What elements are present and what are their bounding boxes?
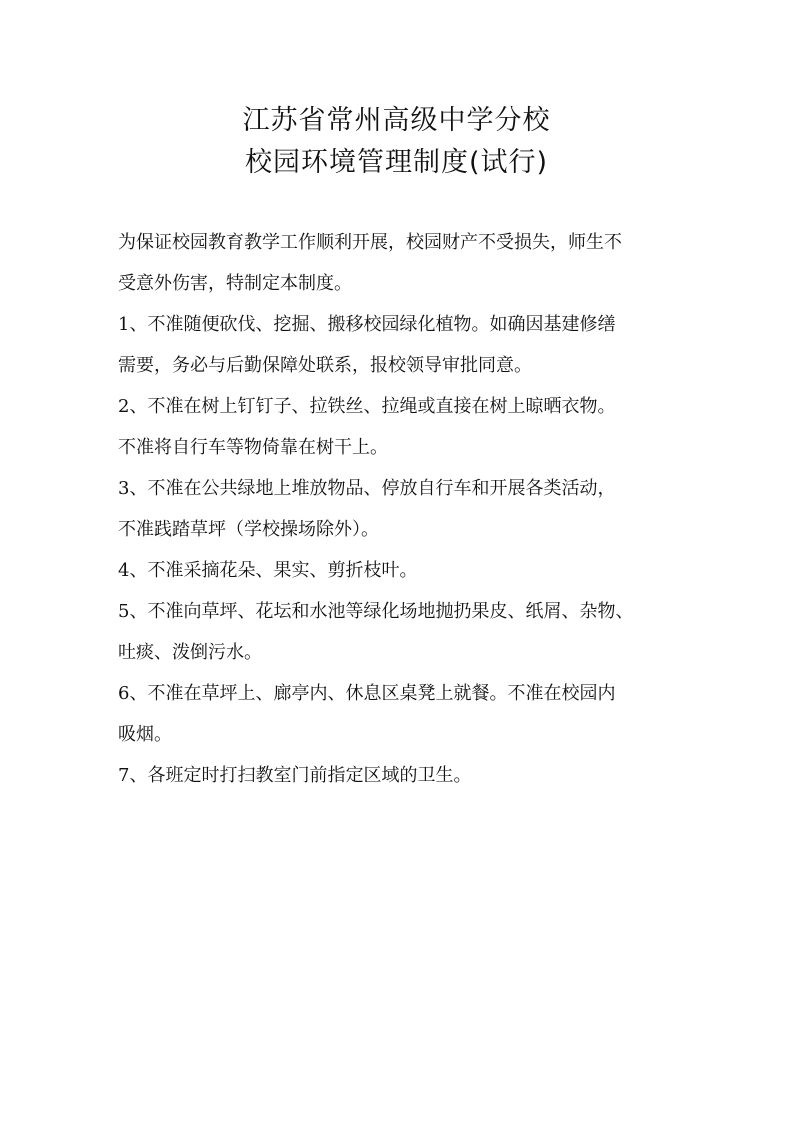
text-line: 3、不准在公共绿地上堆放物品、停放自行车和开展各类活动， xyxy=(118,478,616,499)
rule-item-1 xyxy=(118,304,678,386)
rule-item-4 xyxy=(118,550,678,591)
text-line: 不准将自行车等物倚靠在树干上。 xyxy=(118,437,388,458)
text-line: 吸烟。 xyxy=(118,724,172,745)
document-title xyxy=(0,100,793,184)
title-line-regulation: 校园环境管理制度(试行) xyxy=(244,147,549,178)
text-line: 6、不准在草坪上、廊亭内、休息区桌凳上就餐。不准在校园内 xyxy=(118,683,616,704)
text-line: 受意外伤害，特制定本制度。 xyxy=(118,273,352,294)
rule-item-7 xyxy=(118,755,678,796)
text-line: 为保证校园教育教学工作顺利开展，校园财产不受损失，师生不 xyxy=(118,232,622,253)
rule-item-5 xyxy=(118,591,678,673)
text-line: 吐痰、泼倒污水。 xyxy=(118,642,262,663)
rule-item-2 xyxy=(118,386,678,468)
rule-item-6 xyxy=(118,673,678,755)
intro-paragraph xyxy=(118,222,678,304)
title-line-school: 江苏省常州高级中学分校 xyxy=(242,105,551,136)
text-line: 需要，务必与后勤保障处联系，报校领导审批同意。 xyxy=(118,355,532,376)
text-line: 7、各班定时打扫教室门前指定区域的卫生。 xyxy=(118,765,472,786)
text-line: 不准践踏草坪（学校操场除外）。 xyxy=(118,519,379,540)
document-body xyxy=(118,222,678,796)
text-line: 4、不准采摘花朵、果实、剪折枝叶。 xyxy=(118,560,418,581)
text-line: 2、不准在树上钉钉子、拉铁丝、拉绳或直接在树上晾晒衣物。 xyxy=(118,396,616,417)
text-line: 1、不准随便砍伐、挖掘、搬移校园绿化植物。如确因基建修缮 xyxy=(118,314,616,335)
rule-item-3 xyxy=(118,468,678,550)
text-line: 5、不准向草坪、花坛和水池等绿化场地抛扔果皮、纸屑、杂物、 xyxy=(118,601,634,622)
